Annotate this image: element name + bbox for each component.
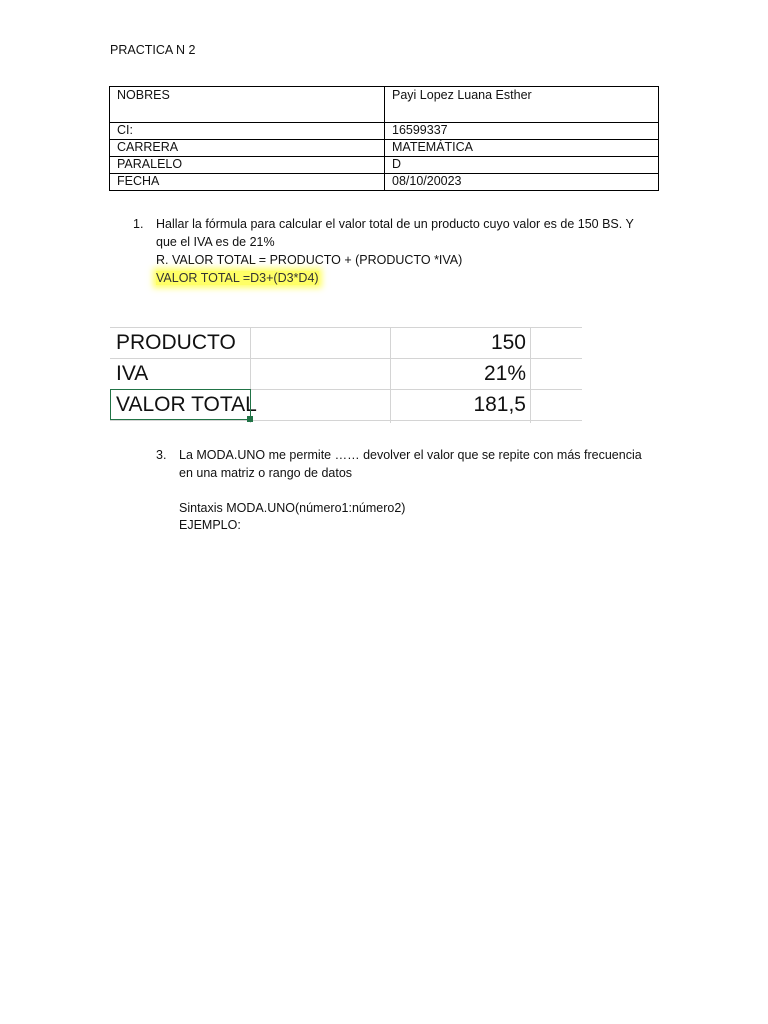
document-title: PRACTICA N 2	[110, 43, 196, 57]
grid-line	[530, 327, 531, 423]
fill-handle	[247, 416, 253, 422]
spacer	[179, 482, 669, 500]
sheet-value-producto: 150	[490, 331, 526, 354]
table-row	[110, 123, 659, 140]
student-info-table	[109, 86, 659, 191]
sheet-label-valor-total: VALOR TOTAL	[116, 393, 257, 416]
grid-line	[390, 327, 391, 423]
question-1-text-line1: Hallar la fórmula para calcular el valor total de un producto cuyo valor es de 150 BS. Y	[156, 217, 634, 231]
info-label-carrera: CARRERA	[110, 140, 385, 157]
info-label-ci: CI:	[110, 123, 385, 140]
question-1-body	[156, 215, 666, 287]
info-value-carrera: MATEMÁTICA	[385, 140, 659, 157]
selected-cell-outline	[110, 389, 251, 420]
sheet-value-valor-total: 181,5	[473, 393, 526, 416]
table-row	[110, 174, 659, 191]
grid-line	[110, 420, 582, 421]
info-label-paralelo: PARALELO	[110, 157, 385, 174]
question-3-example: EJEMPLO:	[179, 518, 241, 532]
info-value-nombres: Payi Lopez Luana Esther	[385, 87, 659, 123]
question-1-text-line2: que el IVA es de 21%	[156, 235, 275, 249]
info-value-fecha: 08/10/20023	[385, 174, 659, 191]
question-1-answer: R. VALOR TOTAL = PRODUCTO + (PRODUCTO *IVA)	[156, 253, 463, 267]
info-value-ci: 16599337	[385, 123, 659, 140]
table-row	[110, 157, 659, 174]
info-label-nombres: NOBRES	[110, 87, 385, 123]
sheet-value-iva: 21%	[483, 362, 526, 385]
question-1-number: 1.	[133, 217, 144, 231]
sheet-label-producto: PRODUCTO	[116, 331, 236, 354]
table-row	[110, 140, 659, 157]
spreadsheet-image	[110, 327, 582, 423]
question-3-syntax: Sintaxis MODA.UNO(número1:número2)	[179, 500, 406, 515]
question-3-text-line2: en una matriz o rango de datos	[179, 465, 353, 480]
question-1-formula-highlight: VALOR TOTAL =D3+(D3*D4)	[156, 271, 319, 285]
question-3-body	[179, 447, 669, 535]
table-row	[110, 87, 659, 123]
sheet-label-iva: IVA	[116, 362, 149, 385]
info-label-fecha: FECHA	[110, 174, 385, 191]
info-value-paralelo: D	[385, 157, 659, 174]
question-3-text-line1: La MODA.UNO me permite …… devolver el valor que se repite con más frecuencia	[179, 448, 642, 462]
question-3-number: 3.	[156, 448, 167, 462]
